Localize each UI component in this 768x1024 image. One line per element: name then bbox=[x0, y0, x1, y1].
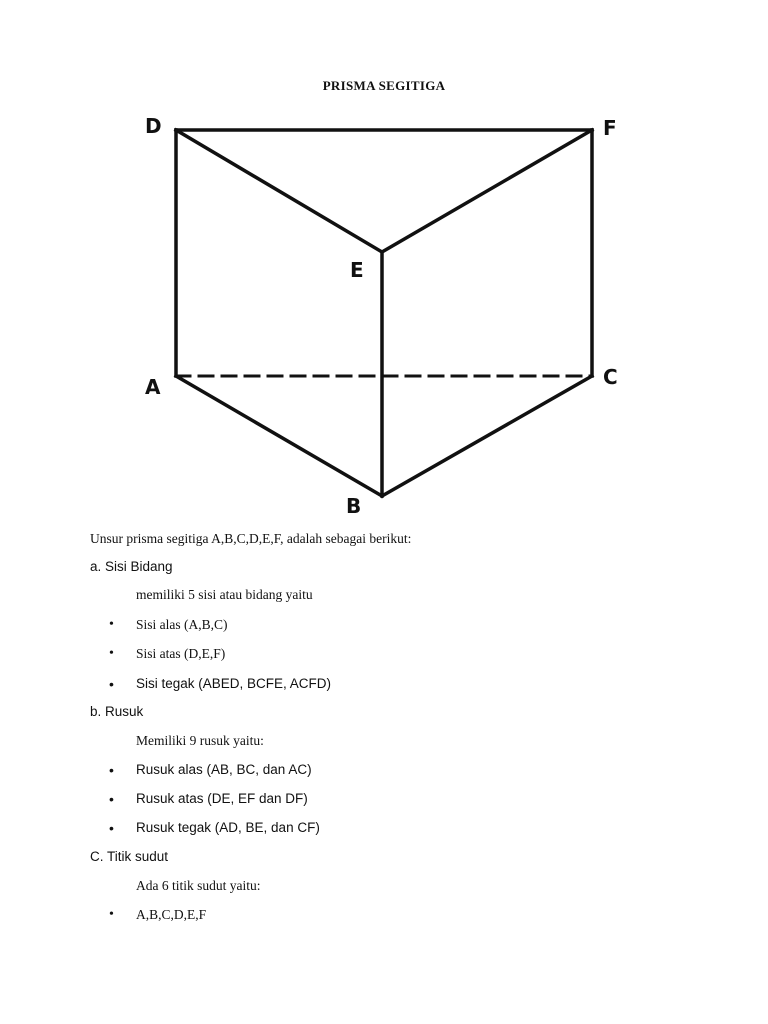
list-item bbox=[109, 791, 308, 807]
section-sub-rusuk: Memiliki 9 rusuk yaitu: bbox=[136, 733, 264, 748]
vertex-label-F: F bbox=[603, 116, 617, 140]
edge-DE bbox=[176, 130, 382, 252]
bullet-icon: • bbox=[109, 820, 114, 836]
section-heading-rusuk: b. Rusuk bbox=[90, 704, 144, 719]
edge-AB bbox=[176, 376, 382, 496]
list-item-text: Sisi tegak (ABED, BCFE, ACFD) bbox=[136, 676, 332, 691]
list-item-text: Sisi alas (A,B,C) bbox=[136, 617, 228, 632]
page-title: PRISMA SEGITIGA bbox=[322, 78, 446, 93]
list-item bbox=[109, 617, 228, 633]
bullet-icon: • bbox=[109, 617, 114, 632]
list-item bbox=[109, 907, 207, 923]
list-item bbox=[109, 820, 320, 836]
vertex-label-E: E bbox=[350, 258, 364, 282]
list-item bbox=[109, 646, 226, 662]
vertex-label-A: A bbox=[145, 375, 161, 399]
prism-diagram bbox=[0, 100, 768, 520]
section-sub-titik-sudut: Ada 6 titik sudut yaitu: bbox=[136, 878, 261, 893]
bullet-icon: • bbox=[109, 907, 114, 922]
list-item-text: Rusuk atas (DE, EF dan DF) bbox=[136, 791, 308, 806]
vertex-label-C: C bbox=[603, 365, 618, 389]
edge-EF bbox=[382, 130, 592, 252]
bullet-icon: • bbox=[109, 646, 114, 661]
list-item-text: A,B,C,D,E,F bbox=[136, 907, 207, 922]
list-item-text: Sisi atas (D,E,F) bbox=[136, 646, 226, 661]
list-item-text: Rusuk alas (AB, BC, dan AC) bbox=[136, 762, 312, 777]
section-sub-sisi-bidang: memiliki 5 sisi atau bidang yaitu bbox=[136, 587, 313, 602]
section-heading-titik-sudut: C. Titik sudut bbox=[90, 849, 169, 864]
intro-text: Unsur prisma segitiga A,B,C,D,E,F, adalah sebagai berikut: bbox=[90, 531, 412, 546]
bullet-icon: • bbox=[109, 791, 114, 807]
edge-BC bbox=[382, 376, 592, 496]
list-item bbox=[109, 676, 332, 692]
list-item bbox=[109, 762, 312, 778]
triangular-prism-figure bbox=[0, 100, 768, 520]
bullet-icon: • bbox=[109, 676, 114, 692]
list-item-text: Rusuk tegak (AD, BE, dan CF) bbox=[136, 820, 320, 835]
section-heading-sisi-bidang: a. Sisi Bidang bbox=[90, 559, 173, 574]
vertex-label-B: B bbox=[346, 494, 362, 518]
vertex-label-D: D bbox=[145, 114, 162, 138]
bullet-icon: • bbox=[109, 762, 114, 778]
